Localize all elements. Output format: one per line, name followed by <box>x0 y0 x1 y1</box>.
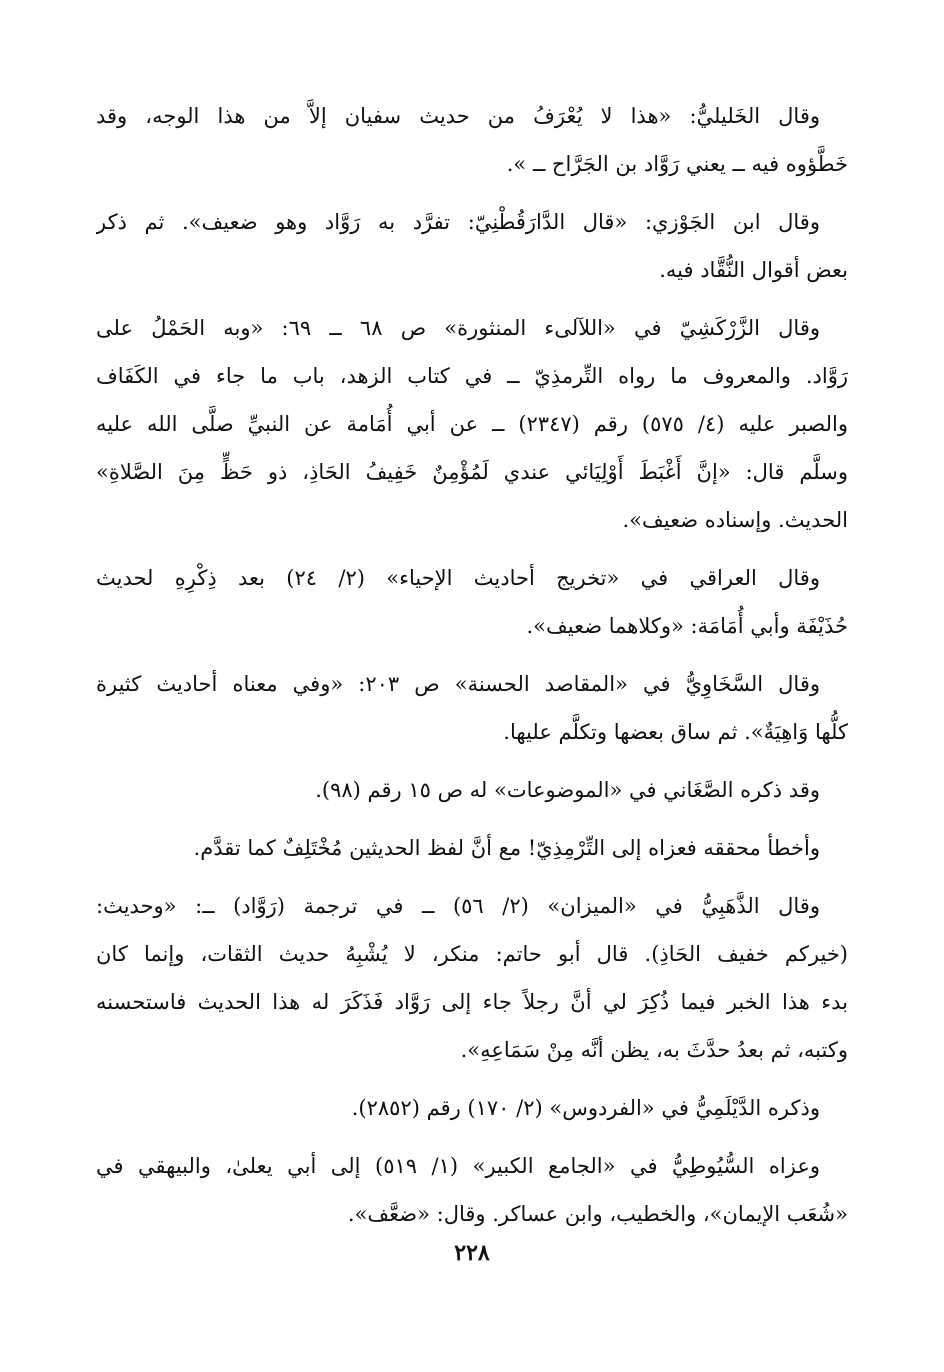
text-line: وقال الذَّهَبِيُّ في «الميزان» (٢/ ٥٦) ــ في ترجمة (رَوَّاد) ــ: «وحديث: <box>96 894 820 918</box>
paragraph-daylami <box>96 1084 848 1132</box>
page-number: ٢٢٨ <box>454 1240 490 1266</box>
paragraph-ibn-jawzi <box>96 198 848 294</box>
text-line: وأخطأ محققه فعزاه إلى التِّرْمِذِيّ! مع أنَّ لفظ الحديثين مُخْتَلِفٌ كما تقدَّم. <box>193 836 820 860</box>
paragraph-suyuti <box>96 1142 848 1238</box>
text-line: وعزاه السُّيُوطِيُّ في «الجامع الكبير» (١/ ٥١٩) إلى أبي يعلىٰ، والبيهقي في <box>96 1154 820 1178</box>
paragraph-dhahabi <box>96 882 848 1074</box>
paragraph-editor-error <box>96 824 848 872</box>
text-line: وقال السَّخَاوِيُّ في «المقاصد الحسنة» ص ٢٠٣: «وفي معناه أحاديث كثيرة <box>96 672 820 696</box>
text-line: خَطَّؤوه فيه ــ يعني رَوَّاد بن الجَرَّاح ــ ». <box>506 152 848 176</box>
text-line: كلُّها وَاهِيَةٌ». ثم ساق بعضها وتكلَّم عليها. <box>503 720 848 744</box>
paragraph-iraqi <box>96 554 848 650</box>
text-line: وقال ابن الجَوْزي: «قال الدَّارَقُطْنِيّ: تفرَّد به رَوَّاد وهو ضعيف». ثم ذكر <box>96 210 820 234</box>
text-line: والصبر عليه (٤/ ٥٧٥) رقم (٢٣٤٧) ــ عن أبي أُمَامة عن النبيِّ صلَّى الله عليه <box>96 412 848 436</box>
paragraph-khalili <box>96 92 848 188</box>
text-line: وقال الخَليليُّ: «هذا لا يُعْرَفُ من حديث سفيان إلاَّ من هذا الوجه، وقد <box>96 104 820 128</box>
paragraph-saghani <box>96 766 848 814</box>
document-body <box>96 92 848 1248</box>
text-line: بدء هذا الخبر فيما ذُكِرَ لي أنَّ رجلاً جاء إلى رَوَّاد فَذَكَرَ له هذا الحديث فاستحسنه <box>96 990 848 1014</box>
text-line: (خيركم خفيف الحَاذِ). قال أبو حاتم: منكر، لا يُشْبِهُ حديث الثقات، وإنما كان <box>96 942 848 966</box>
text-line: حُذَيْفَة وأبي أُمَامَة: «وكلاهما ضعيف». <box>526 614 848 638</box>
text-line: وذكره الدَّيْلَمِيُّ في «الفردوس» (٢/ ١٧٠) رقم (٢٨٥٢). <box>351 1096 820 1120</box>
text-line: وقال العراقي في «تخريج أحاديث الإحياء» (٢/ ٢٤) بعد ذِكْرِهِ لحديث <box>96 566 820 590</box>
text-line: بعض أقوال النُّقَّاد فيه. <box>659 258 848 282</box>
text-line: وكتبه، ثم بعدُ حدَّثَ به، يظن أنَّه مِنْ سَمَاعِهِ». <box>460 1038 848 1062</box>
text-line: رَوَّاد. والمعروف ما رواه التِّرمذِيّ ــ في كتاب الزهد، باب ما جاء في الكَفَاف <box>96 364 848 388</box>
text-line: وسلَّم قال: «إنَّ أَغْبَطَ أَوْلِيَائي عندي لَمُؤْمِنٌ خَفِيفُ الحَاذِ، ذو حَظٍّ مِنَ الصَّلاةِ» <box>96 460 848 484</box>
paragraph-sakhawi <box>96 660 848 756</box>
text-line: «شُعَب الإيمان»، والخطيب، وابن عساكر. وقال: «ضعَّف». <box>347 1202 848 1226</box>
paragraph-zarkashi <box>96 304 848 544</box>
text-line: الحديث. وإسناده ضعيف». <box>622 508 848 532</box>
text-line: وقال الزَّرْكَشِيّ في «اللآلىء المنثورة» ص ٦٨ ــ ٦٩: «وبه الحَمْلُ على <box>96 316 820 340</box>
text-line: وقد ذكره الصَّغَاني في «الموضوعات» له ص ١٥ رقم (٩٨). <box>315 778 820 802</box>
